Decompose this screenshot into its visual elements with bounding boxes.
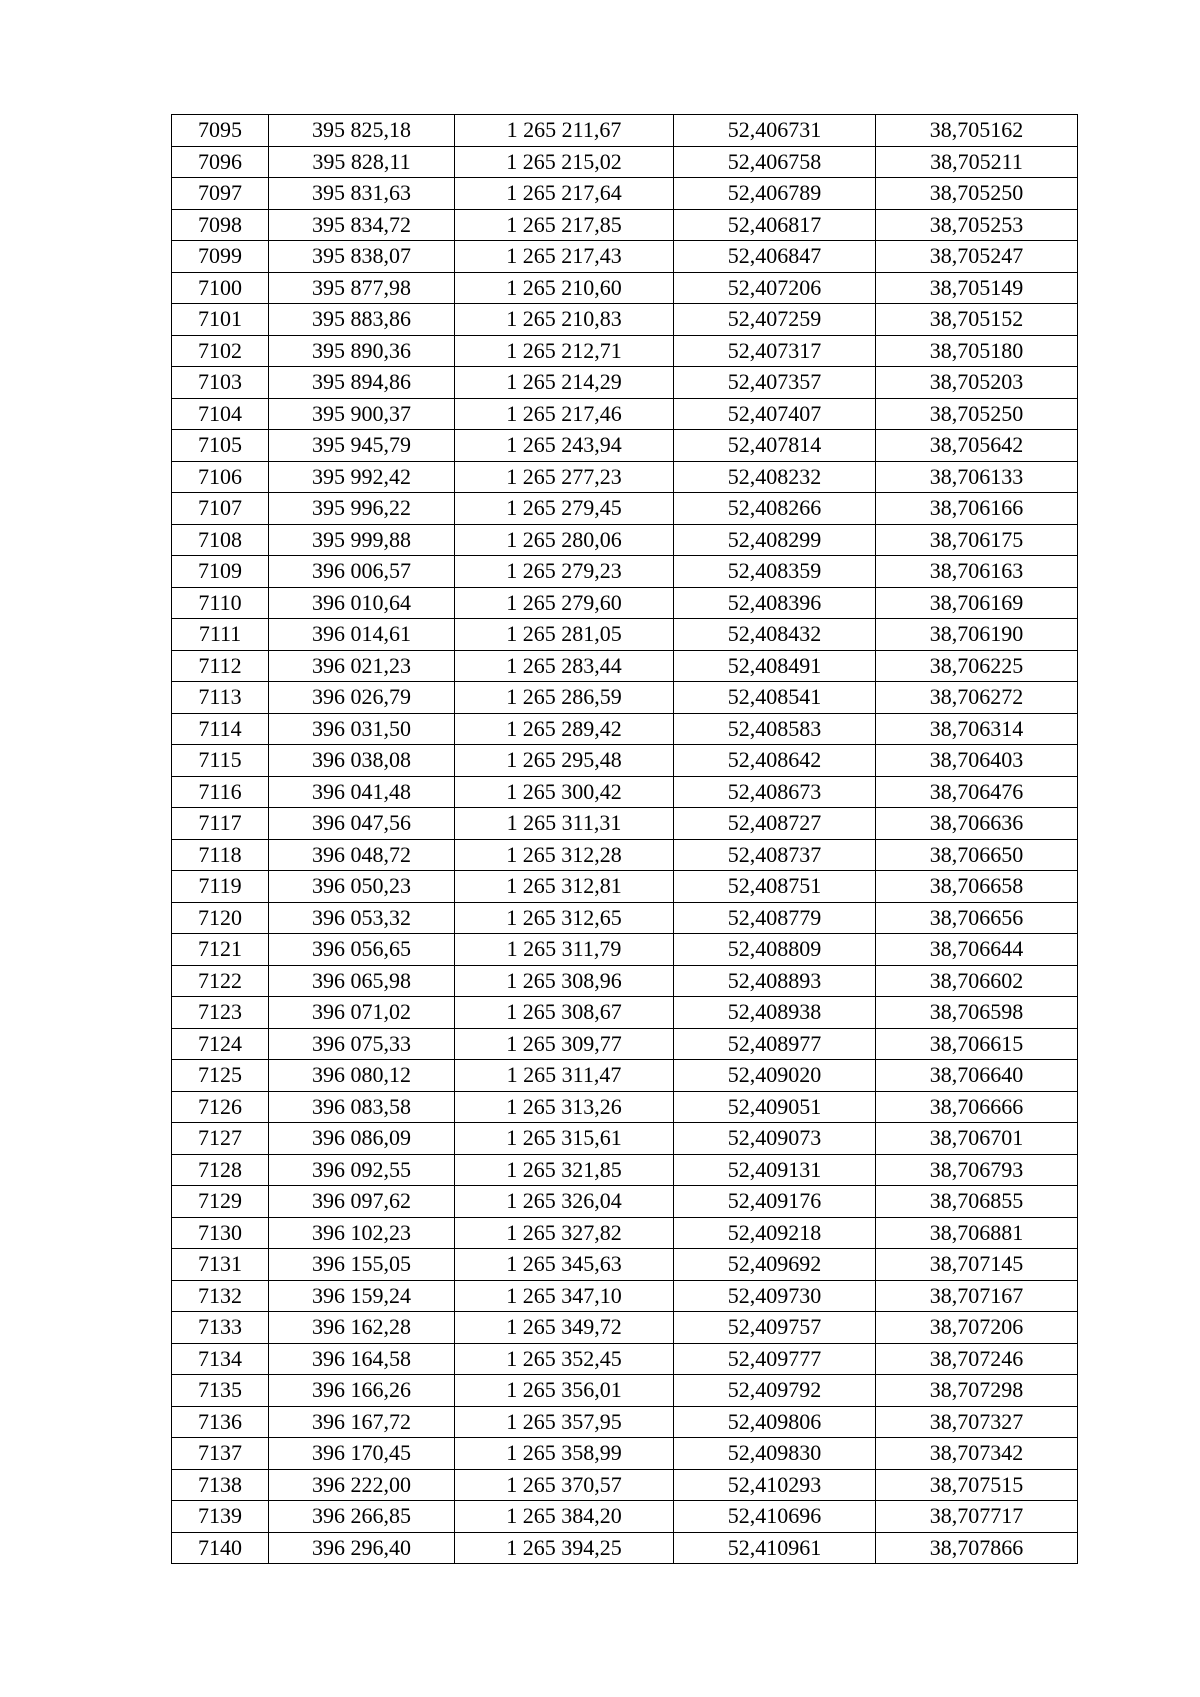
y-coordinate-cell: 1 265 358,99: [455, 1438, 674, 1470]
point-number-cell: 7115: [172, 745, 269, 777]
point-number-cell: 7136: [172, 1406, 269, 1438]
point-number-cell: 7133: [172, 1312, 269, 1344]
latitude-cell: 52,408432: [674, 619, 876, 651]
latitude-cell: 52,407407: [674, 398, 876, 430]
x-coordinate-cell: 395 877,98: [269, 272, 455, 304]
latitude-cell: 52,408359: [674, 556, 876, 588]
longitude-cell: 38,705180: [876, 335, 1078, 367]
x-coordinate-cell: 396 006,57: [269, 556, 455, 588]
table-row: [172, 839, 1078, 871]
point-number-cell: 7107: [172, 493, 269, 525]
y-coordinate-cell: 1 265 349,72: [455, 1312, 674, 1344]
coordinates-table: [171, 114, 1078, 1564]
y-coordinate-cell: 1 265 279,45: [455, 493, 674, 525]
x-coordinate-cell: 396 056,65: [269, 934, 455, 966]
y-coordinate-cell: 1 265 280,06: [455, 524, 674, 556]
table-row: [172, 304, 1078, 336]
point-number-cell: 7113: [172, 682, 269, 714]
longitude-cell: 38,705253: [876, 209, 1078, 241]
y-coordinate-cell: 1 265 311,47: [455, 1060, 674, 1092]
x-coordinate-cell: 396 050,23: [269, 871, 455, 903]
longitude-cell: 38,706169: [876, 587, 1078, 619]
point-number-cell: 7101: [172, 304, 269, 336]
longitude-cell: 38,706602: [876, 965, 1078, 997]
y-coordinate-cell: 1 265 281,05: [455, 619, 674, 651]
y-coordinate-cell: 1 265 357,95: [455, 1406, 674, 1438]
longitude-cell: 38,706650: [876, 839, 1078, 871]
table-row: [172, 808, 1078, 840]
y-coordinate-cell: 1 265 217,43: [455, 241, 674, 273]
table-row: [172, 1280, 1078, 1312]
latitude-cell: 52,408938: [674, 997, 876, 1029]
longitude-cell: 38,706225: [876, 650, 1078, 682]
y-coordinate-cell: 1 265 384,20: [455, 1501, 674, 1533]
table-row: [172, 209, 1078, 241]
point-number-cell: 7122: [172, 965, 269, 997]
table-row: [172, 272, 1078, 304]
y-coordinate-cell: 1 265 289,42: [455, 713, 674, 745]
x-coordinate-cell: 395 996,22: [269, 493, 455, 525]
longitude-cell: 38,707145: [876, 1249, 1078, 1281]
longitude-cell: 38,707327: [876, 1406, 1078, 1438]
point-number-cell: 7119: [172, 871, 269, 903]
longitude-cell: 38,705162: [876, 115, 1078, 147]
y-coordinate-cell: 1 265 321,85: [455, 1154, 674, 1186]
table-row: [172, 713, 1078, 745]
y-coordinate-cell: 1 265 394,25: [455, 1532, 674, 1564]
latitude-cell: 52,408299: [674, 524, 876, 556]
longitude-cell: 38,705247: [876, 241, 1078, 273]
point-number-cell: 7111: [172, 619, 269, 651]
latitude-cell: 52,409692: [674, 1249, 876, 1281]
y-coordinate-cell: 1 265 312,81: [455, 871, 674, 903]
x-coordinate-cell: 395 894,86: [269, 367, 455, 399]
table-row: [172, 430, 1078, 462]
point-number-cell: 7095: [172, 115, 269, 147]
point-number-cell: 7134: [172, 1343, 269, 1375]
longitude-cell: 38,706166: [876, 493, 1078, 525]
latitude-cell: 52,410696: [674, 1501, 876, 1533]
longitude-cell: 38,706133: [876, 461, 1078, 493]
longitude-cell: 38,706314: [876, 713, 1078, 745]
latitude-cell: 52,407206: [674, 272, 876, 304]
longitude-cell: 38,705250: [876, 398, 1078, 430]
x-coordinate-cell: 396 155,05: [269, 1249, 455, 1281]
latitude-cell: 52,408642: [674, 745, 876, 777]
table-row: [172, 115, 1078, 147]
y-coordinate-cell: 1 265 345,63: [455, 1249, 674, 1281]
latitude-cell: 52,407259: [674, 304, 876, 336]
latitude-cell: 52,409131: [674, 1154, 876, 1186]
longitude-cell: 38,707167: [876, 1280, 1078, 1312]
y-coordinate-cell: 1 265 300,42: [455, 776, 674, 808]
longitude-cell: 38,707342: [876, 1438, 1078, 1470]
y-coordinate-cell: 1 265 212,71: [455, 335, 674, 367]
longitude-cell: 38,706190: [876, 619, 1078, 651]
longitude-cell: 38,706881: [876, 1217, 1078, 1249]
latitude-cell: 52,408779: [674, 902, 876, 934]
table-row: [172, 1060, 1078, 1092]
latitude-cell: 52,408809: [674, 934, 876, 966]
x-coordinate-cell: 396 041,48: [269, 776, 455, 808]
y-coordinate-cell: 1 265 356,01: [455, 1375, 674, 1407]
point-number-cell: 7124: [172, 1028, 269, 1060]
x-coordinate-cell: 396 053,32: [269, 902, 455, 934]
latitude-cell: 52,409777: [674, 1343, 876, 1375]
point-number-cell: 7102: [172, 335, 269, 367]
table-row: [172, 146, 1078, 178]
point-number-cell: 7110: [172, 587, 269, 619]
latitude-cell: 52,409020: [674, 1060, 876, 1092]
table-row: [172, 241, 1078, 273]
table-row: [172, 1028, 1078, 1060]
y-coordinate-cell: 1 265 279,23: [455, 556, 674, 588]
point-number-cell: 7125: [172, 1060, 269, 1092]
point-number-cell: 7104: [172, 398, 269, 430]
x-coordinate-cell: 396 170,45: [269, 1438, 455, 1470]
y-coordinate-cell: 1 265 311,79: [455, 934, 674, 966]
y-coordinate-cell: 1 265 312,28: [455, 839, 674, 871]
table-row: [172, 1312, 1078, 1344]
point-number-cell: 7100: [172, 272, 269, 304]
table-row: [172, 1249, 1078, 1281]
latitude-cell: 52,408266: [674, 493, 876, 525]
table-row: [172, 461, 1078, 493]
latitude-cell: 52,409176: [674, 1186, 876, 1218]
table-row: [172, 1406, 1078, 1438]
point-number-cell: 7138: [172, 1469, 269, 1501]
latitude-cell: 52,407357: [674, 367, 876, 399]
point-number-cell: 7106: [172, 461, 269, 493]
y-coordinate-cell: 1 265 211,67: [455, 115, 674, 147]
point-number-cell: 7116: [172, 776, 269, 808]
latitude-cell: 52,409051: [674, 1091, 876, 1123]
point-number-cell: 7130: [172, 1217, 269, 1249]
coordinates-table-body: [172, 115, 1078, 1564]
point-number-cell: 7132: [172, 1280, 269, 1312]
latitude-cell: 52,409073: [674, 1123, 876, 1155]
table-row: [172, 1123, 1078, 1155]
latitude-cell: 52,408727: [674, 808, 876, 840]
x-coordinate-cell: 396 086,09: [269, 1123, 455, 1155]
longitude-cell: 38,705149: [876, 272, 1078, 304]
table-row: [172, 524, 1078, 556]
longitude-cell: 38,707866: [876, 1532, 1078, 1564]
y-coordinate-cell: 1 265 217,46: [455, 398, 674, 430]
latitude-cell: 52,409730: [674, 1280, 876, 1312]
y-coordinate-cell: 1 265 370,57: [455, 1469, 674, 1501]
point-number-cell: 7127: [172, 1123, 269, 1155]
x-coordinate-cell: 395 838,07: [269, 241, 455, 273]
table-row: [172, 398, 1078, 430]
longitude-cell: 38,706636: [876, 808, 1078, 840]
x-coordinate-cell: 396 010,64: [269, 587, 455, 619]
x-coordinate-cell: 396 167,72: [269, 1406, 455, 1438]
x-coordinate-cell: 396 083,58: [269, 1091, 455, 1123]
point-number-cell: 7126: [172, 1091, 269, 1123]
table-row: [172, 493, 1078, 525]
latitude-cell: 52,406847: [674, 241, 876, 273]
longitude-cell: 38,706615: [876, 1028, 1078, 1060]
point-number-cell: 7118: [172, 839, 269, 871]
table-row: [172, 776, 1078, 808]
latitude-cell: 52,408977: [674, 1028, 876, 1060]
y-coordinate-cell: 1 265 326,04: [455, 1186, 674, 1218]
table-row: [172, 997, 1078, 1029]
latitude-cell: 52,409792: [674, 1375, 876, 1407]
x-coordinate-cell: 396 159,24: [269, 1280, 455, 1312]
point-number-cell: 7140: [172, 1532, 269, 1564]
y-coordinate-cell: 1 265 308,96: [455, 965, 674, 997]
longitude-cell: 38,706403: [876, 745, 1078, 777]
point-number-cell: 7117: [172, 808, 269, 840]
y-coordinate-cell: 1 265 210,83: [455, 304, 674, 336]
point-number-cell: 7129: [172, 1186, 269, 1218]
y-coordinate-cell: 1 265 308,67: [455, 997, 674, 1029]
longitude-cell: 38,707246: [876, 1343, 1078, 1375]
x-coordinate-cell: 396 014,61: [269, 619, 455, 651]
longitude-cell: 38,706855: [876, 1186, 1078, 1218]
latitude-cell: 52,408396: [674, 587, 876, 619]
longitude-cell: 38,705152: [876, 304, 1078, 336]
x-coordinate-cell: 395 831,63: [269, 178, 455, 210]
x-coordinate-cell: 395 992,42: [269, 461, 455, 493]
table-row: [172, 965, 1078, 997]
longitude-cell: 38,706598: [876, 997, 1078, 1029]
x-coordinate-cell: 396 080,12: [269, 1060, 455, 1092]
x-coordinate-cell: 396 026,79: [269, 682, 455, 714]
longitude-cell: 38,706272: [876, 682, 1078, 714]
x-coordinate-cell: 396 266,85: [269, 1501, 455, 1533]
point-number-cell: 7131: [172, 1249, 269, 1281]
x-coordinate-cell: 395 900,37: [269, 398, 455, 430]
point-number-cell: 7120: [172, 902, 269, 934]
longitude-cell: 38,706658: [876, 871, 1078, 903]
x-coordinate-cell: 395 825,18: [269, 115, 455, 147]
table-row: [172, 1091, 1078, 1123]
x-coordinate-cell: 396 021,23: [269, 650, 455, 682]
table-row: [172, 1375, 1078, 1407]
point-number-cell: 7123: [172, 997, 269, 1029]
y-coordinate-cell: 1 265 315,61: [455, 1123, 674, 1155]
y-coordinate-cell: 1 265 347,10: [455, 1280, 674, 1312]
longitude-cell: 38,706640: [876, 1060, 1078, 1092]
latitude-cell: 52,408541: [674, 682, 876, 714]
table-row: [172, 367, 1078, 399]
table-row: [172, 650, 1078, 682]
x-coordinate-cell: 395 828,11: [269, 146, 455, 178]
latitude-cell: 52,408737: [674, 839, 876, 871]
table-row: [172, 1186, 1078, 1218]
x-coordinate-cell: 396 102,23: [269, 1217, 455, 1249]
longitude-cell: 38,705211: [876, 146, 1078, 178]
point-number-cell: 7121: [172, 934, 269, 966]
x-coordinate-cell: 395 999,88: [269, 524, 455, 556]
x-coordinate-cell: 396 031,50: [269, 713, 455, 745]
table-row: [172, 335, 1078, 367]
y-coordinate-cell: 1 265 277,23: [455, 461, 674, 493]
x-coordinate-cell: 396 092,55: [269, 1154, 455, 1186]
y-coordinate-cell: 1 265 312,65: [455, 902, 674, 934]
latitude-cell: 52,406731: [674, 115, 876, 147]
latitude-cell: 52,409806: [674, 1406, 876, 1438]
x-coordinate-cell: 395 890,36: [269, 335, 455, 367]
longitude-cell: 38,706163: [876, 556, 1078, 588]
longitude-cell: 38,707206: [876, 1312, 1078, 1344]
longitude-cell: 38,706656: [876, 902, 1078, 934]
point-number-cell: 7103: [172, 367, 269, 399]
longitude-cell: 38,706701: [876, 1123, 1078, 1155]
x-coordinate-cell: 396 164,58: [269, 1343, 455, 1375]
y-coordinate-cell: 1 265 311,31: [455, 808, 674, 840]
y-coordinate-cell: 1 265 309,77: [455, 1028, 674, 1060]
table-row: [172, 745, 1078, 777]
latitude-cell: 52,408491: [674, 650, 876, 682]
point-number-cell: 7137: [172, 1438, 269, 1470]
latitude-cell: 52,407814: [674, 430, 876, 462]
latitude-cell: 52,406817: [674, 209, 876, 241]
table-row: [172, 902, 1078, 934]
x-coordinate-cell: 395 834,72: [269, 209, 455, 241]
y-coordinate-cell: 1 265 217,64: [455, 178, 674, 210]
y-coordinate-cell: 1 265 243,94: [455, 430, 674, 462]
latitude-cell: 52,408751: [674, 871, 876, 903]
x-coordinate-cell: 396 048,72: [269, 839, 455, 871]
longitude-cell: 38,705250: [876, 178, 1078, 210]
point-number-cell: 7105: [172, 430, 269, 462]
y-coordinate-cell: 1 265 286,59: [455, 682, 674, 714]
y-coordinate-cell: 1 265 352,45: [455, 1343, 674, 1375]
table-row: [172, 556, 1078, 588]
table-row: [172, 1217, 1078, 1249]
point-number-cell: 7114: [172, 713, 269, 745]
point-number-cell: 7135: [172, 1375, 269, 1407]
table-row: [172, 934, 1078, 966]
longitude-cell: 38,707717: [876, 1501, 1078, 1533]
y-coordinate-cell: 1 265 210,60: [455, 272, 674, 304]
table-row: [172, 1469, 1078, 1501]
x-coordinate-cell: 396 097,62: [269, 1186, 455, 1218]
x-coordinate-cell: 396 222,00: [269, 1469, 455, 1501]
latitude-cell: 52,406758: [674, 146, 876, 178]
latitude-cell: 52,410293: [674, 1469, 876, 1501]
table-row: [172, 1343, 1078, 1375]
table-row: [172, 1501, 1078, 1533]
latitude-cell: 52,408893: [674, 965, 876, 997]
latitude-cell: 52,409830: [674, 1438, 876, 1470]
table-row: [172, 682, 1078, 714]
x-coordinate-cell: 396 047,56: [269, 808, 455, 840]
latitude-cell: 52,408673: [674, 776, 876, 808]
point-number-cell: 7109: [172, 556, 269, 588]
x-coordinate-cell: 395 945,79: [269, 430, 455, 462]
y-coordinate-cell: 1 265 217,85: [455, 209, 674, 241]
table-row: [172, 1154, 1078, 1186]
latitude-cell: 52,410961: [674, 1532, 876, 1564]
latitude-cell: 52,409757: [674, 1312, 876, 1344]
x-coordinate-cell: 396 075,33: [269, 1028, 455, 1060]
y-coordinate-cell: 1 265 295,48: [455, 745, 674, 777]
y-coordinate-cell: 1 265 313,26: [455, 1091, 674, 1123]
x-coordinate-cell: 396 296,40: [269, 1532, 455, 1564]
point-number-cell: 7096: [172, 146, 269, 178]
latitude-cell: 52,406789: [674, 178, 876, 210]
latitude-cell: 52,407317: [674, 335, 876, 367]
point-number-cell: 7099: [172, 241, 269, 273]
x-coordinate-cell: 396 038,08: [269, 745, 455, 777]
table-row: [172, 871, 1078, 903]
x-coordinate-cell: 396 071,02: [269, 997, 455, 1029]
longitude-cell: 38,706793: [876, 1154, 1078, 1186]
point-number-cell: 7097: [172, 178, 269, 210]
x-coordinate-cell: 396 166,26: [269, 1375, 455, 1407]
table-row: [172, 178, 1078, 210]
point-number-cell: 7139: [172, 1501, 269, 1533]
x-coordinate-cell: 396 162,28: [269, 1312, 455, 1344]
table-row: [172, 587, 1078, 619]
y-coordinate-cell: 1 265 327,82: [455, 1217, 674, 1249]
latitude-cell: 52,409218: [674, 1217, 876, 1249]
longitude-cell: 38,706644: [876, 934, 1078, 966]
x-coordinate-cell: 395 883,86: [269, 304, 455, 336]
y-coordinate-cell: 1 265 283,44: [455, 650, 674, 682]
y-coordinate-cell: 1 265 215,02: [455, 146, 674, 178]
latitude-cell: 52,408232: [674, 461, 876, 493]
point-number-cell: 7098: [172, 209, 269, 241]
table-row: [172, 1438, 1078, 1470]
longitude-cell: 38,705203: [876, 367, 1078, 399]
point-number-cell: 7112: [172, 650, 269, 682]
latitude-cell: 52,408583: [674, 713, 876, 745]
longitude-cell: 38,706666: [876, 1091, 1078, 1123]
longitude-cell: 38,707298: [876, 1375, 1078, 1407]
table-row: [172, 1532, 1078, 1564]
point-number-cell: 7128: [172, 1154, 269, 1186]
point-number-cell: 7108: [172, 524, 269, 556]
x-coordinate-cell: 396 065,98: [269, 965, 455, 997]
table-row: [172, 619, 1078, 651]
y-coordinate-cell: 1 265 214,29: [455, 367, 674, 399]
longitude-cell: 38,706476: [876, 776, 1078, 808]
longitude-cell: 38,706175: [876, 524, 1078, 556]
longitude-cell: 38,707515: [876, 1469, 1078, 1501]
longitude-cell: 38,705642: [876, 430, 1078, 462]
y-coordinate-cell: 1 265 279,60: [455, 587, 674, 619]
